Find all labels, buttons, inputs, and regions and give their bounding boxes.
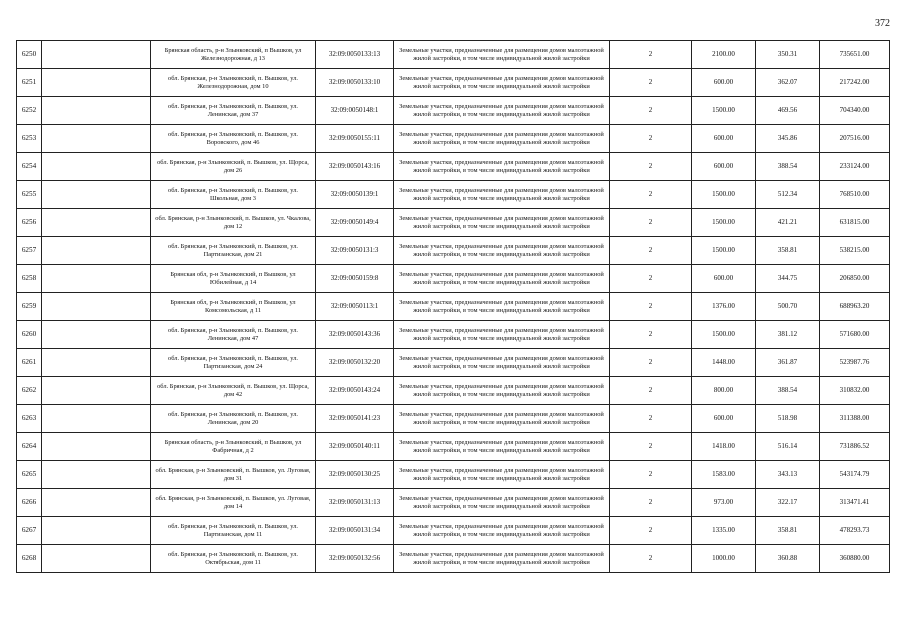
group-cell: 2 bbox=[610, 545, 692, 573]
group-cell: 2 bbox=[610, 461, 692, 489]
area-cell: 1500.00 bbox=[692, 209, 756, 237]
group-cell: 2 bbox=[610, 153, 692, 181]
blank-cell bbox=[42, 265, 151, 293]
address-cell: обл. Брянская, р-н Злынковский, п. Вышков, ул. Ленинская, дом 20 bbox=[151, 405, 316, 433]
group-cell: 2 bbox=[610, 405, 692, 433]
area-cell: 973.00 bbox=[692, 489, 756, 517]
row-id-cell: 6263 bbox=[17, 405, 42, 433]
rate-cell: 344.75 bbox=[756, 265, 820, 293]
cadastral-number-cell: 32:09:0050139:1 bbox=[316, 181, 394, 209]
land-use-cell: Земельные участки, предназначенные для размещения домов малоэтажной жилой застройки, в том числе индивидуальной жилой застройки bbox=[394, 97, 610, 125]
rate-cell: 381.12 bbox=[756, 321, 820, 349]
cadastral-number-cell: 32:09:0050132:20 bbox=[316, 349, 394, 377]
cadastral-value-cell: 735651.00 bbox=[820, 41, 890, 69]
row-id-cell: 6262 bbox=[17, 377, 42, 405]
blank-cell bbox=[42, 97, 151, 125]
address-cell: обл. Брянская, р-н Злынковский, п. Вышков, ул. Железнодорожная, дом 10 bbox=[151, 69, 316, 97]
land-use-cell: Земельные участки, предназначенные для размещения домов малоэтажной жилой застройки, в том числе индивидуальной жилой застройки bbox=[394, 517, 610, 545]
row-id-cell: 6260 bbox=[17, 321, 42, 349]
page-number: 372 bbox=[875, 18, 890, 29]
table-row bbox=[17, 377, 890, 405]
table-row bbox=[17, 209, 890, 237]
land-use-cell: Земельные участки, предназначенные для размещения домов малоэтажной жилой застройки, в том числе индивидуальной жилой застройки bbox=[394, 405, 610, 433]
cadastral-value-cell: 310832.00 bbox=[820, 377, 890, 405]
table-row bbox=[17, 461, 890, 489]
land-use-cell: Земельные участки, предназначенные для размещения домов малоэтажной жилой застройки, в том числе индивидуальной жилой застройки bbox=[394, 237, 610, 265]
cadastral-value-cell: 360880.00 bbox=[820, 545, 890, 573]
rate-cell: 322.17 bbox=[756, 489, 820, 517]
group-cell: 2 bbox=[610, 181, 692, 209]
area-cell: 1376.00 bbox=[692, 293, 756, 321]
group-cell: 2 bbox=[610, 265, 692, 293]
land-use-cell: Земельные участки, предназначенные для размещения домов малоэтажной жилой застройки, в том числе индивидуальной жилой застройки bbox=[394, 461, 610, 489]
rate-cell: 361.87 bbox=[756, 349, 820, 377]
cadastral-value-cell: 206850.00 bbox=[820, 265, 890, 293]
cadastral-value-cell: 543174.79 bbox=[820, 461, 890, 489]
cadastral-value-cell: 217242.00 bbox=[820, 69, 890, 97]
area-cell: 600.00 bbox=[692, 125, 756, 153]
address-cell: обл. Брянская, р-н Злынковский, п. Вышков, ул. Школьная, дом 3 bbox=[151, 181, 316, 209]
cadastral-number-cell: 32:09:0050159:8 bbox=[316, 265, 394, 293]
rate-cell: 516.14 bbox=[756, 433, 820, 461]
cadastral-number-cell: 32:09:0050133:10 bbox=[316, 69, 394, 97]
address-cell: обл. Брянская, р-н Злынковский, п. Вышков, ул. Партизанская, дом 24 bbox=[151, 349, 316, 377]
rate-cell: 500.70 bbox=[756, 293, 820, 321]
table-row bbox=[17, 153, 890, 181]
table-row bbox=[17, 517, 890, 545]
rate-cell: 388.54 bbox=[756, 153, 820, 181]
table-row bbox=[17, 237, 890, 265]
address-cell: Брянская обл, р-н Злынковский, п Вышков, ул Комсомольская, д 11 bbox=[151, 293, 316, 321]
rate-cell: 350.31 bbox=[756, 41, 820, 69]
table-row bbox=[17, 489, 890, 517]
cadastral-value-cell: 207516.00 bbox=[820, 125, 890, 153]
address-cell: обл. Брянская, р-н Злынковский, п. Вышков, ул. Щорса, дом 42 bbox=[151, 377, 316, 405]
row-id-cell: 6253 bbox=[17, 125, 42, 153]
group-cell: 2 bbox=[610, 125, 692, 153]
table-row bbox=[17, 405, 890, 433]
cadastral-number-cell: 32:09:0050149:4 bbox=[316, 209, 394, 237]
land-plots-table bbox=[16, 40, 890, 573]
blank-cell bbox=[42, 181, 151, 209]
rate-cell: 421.21 bbox=[756, 209, 820, 237]
area-cell: 600.00 bbox=[692, 405, 756, 433]
cadastral-value-cell: 523987.76 bbox=[820, 349, 890, 377]
blank-cell bbox=[42, 517, 151, 545]
table-row bbox=[17, 181, 890, 209]
group-cell: 2 bbox=[610, 97, 692, 125]
area-cell: 600.00 bbox=[692, 265, 756, 293]
address-cell: Брянская обл, р-н Злынковский, п Вышков, ул Юбилейная, д 14 bbox=[151, 265, 316, 293]
rate-cell: 518.98 bbox=[756, 405, 820, 433]
blank-cell bbox=[42, 321, 151, 349]
address-cell: обл. Брянская, р-н Злынковский, п. Вышков, ул. Октябрьская, дом 11 bbox=[151, 545, 316, 573]
row-id-cell: 6255 bbox=[17, 181, 42, 209]
group-cell: 2 bbox=[610, 489, 692, 517]
cadastral-value-cell: 313471.41 bbox=[820, 489, 890, 517]
row-id-cell: 6266 bbox=[17, 489, 42, 517]
rate-cell: 362.07 bbox=[756, 69, 820, 97]
blank-cell bbox=[42, 545, 151, 573]
address-cell: обл. Брянская, р-н Злынковский, п. Вышков, ул. Ленинская, дом 47 bbox=[151, 321, 316, 349]
table-row bbox=[17, 41, 890, 69]
cadastral-number-cell: 32:09:0050133:13 bbox=[316, 41, 394, 69]
area-cell: 1583.00 bbox=[692, 461, 756, 489]
address-cell: обл. Брянская, р-н Злынковский, п. Вышков, ул. Партизанская, дом 11 bbox=[151, 517, 316, 545]
group-cell: 2 bbox=[610, 321, 692, 349]
cadastral-value-cell: 688963.20 bbox=[820, 293, 890, 321]
row-id-cell: 6264 bbox=[17, 433, 42, 461]
blank-cell bbox=[42, 41, 151, 69]
table-row bbox=[17, 265, 890, 293]
land-use-cell: Земельные участки, предназначенные для размещения домов малоэтажной жилой застройки, в том числе индивидуальной жилой застройки bbox=[394, 41, 610, 69]
land-use-cell: Земельные участки, предназначенные для размещения домов малоэтажной жилой застройки, в том числе индивидуальной жилой застройки bbox=[394, 69, 610, 97]
cadastral-value-cell: 233124.00 bbox=[820, 153, 890, 181]
rate-cell: 358.81 bbox=[756, 517, 820, 545]
area-cell: 1335.00 bbox=[692, 517, 756, 545]
group-cell: 2 bbox=[610, 517, 692, 545]
address-cell: обл. Брянская, р-н Злынковский, п. Вышков, ул. Щорса, дом 26 bbox=[151, 153, 316, 181]
blank-cell bbox=[42, 293, 151, 321]
land-use-cell: Земельные участки, предназначенные для размещения домов малоэтажной жилой застройки, в том числе индивидуальной жилой застройки bbox=[394, 545, 610, 573]
area-cell: 1500.00 bbox=[692, 321, 756, 349]
blank-cell bbox=[42, 349, 151, 377]
row-id-cell: 6259 bbox=[17, 293, 42, 321]
row-id-cell: 6267 bbox=[17, 517, 42, 545]
address-cell: обл. Брянская, р-н Злынковский, п. Вышков, ул. Чкалова, дом 12 bbox=[151, 209, 316, 237]
table-row bbox=[17, 545, 890, 573]
rate-cell: 469.56 bbox=[756, 97, 820, 125]
rate-cell: 358.81 bbox=[756, 237, 820, 265]
blank-cell bbox=[42, 433, 151, 461]
group-cell: 2 bbox=[610, 349, 692, 377]
row-id-cell: 6254 bbox=[17, 153, 42, 181]
blank-cell bbox=[42, 125, 151, 153]
land-use-cell: Земельные участки, предназначенные для размещения домов малоэтажной жилой застройки, в том числе индивидуальной жилой застройки bbox=[394, 209, 610, 237]
cadastral-number-cell: 32:09:0050141:23 bbox=[316, 405, 394, 433]
cadastral-value-cell: 768510.00 bbox=[820, 181, 890, 209]
group-cell: 2 bbox=[610, 41, 692, 69]
land-use-cell: Земельные участки, предназначенные для размещения домов малоэтажной жилой застройки, в том числе индивидуальной жилой застройки bbox=[394, 489, 610, 517]
rate-cell: 388.54 bbox=[756, 377, 820, 405]
group-cell: 2 bbox=[610, 237, 692, 265]
land-use-cell: Земельные участки, предназначенные для размещения домов малоэтажной жилой застройки, в том числе индивидуальной жилой застройки bbox=[394, 293, 610, 321]
land-use-cell: Земельные участки, предназначенные для размещения домов малоэтажной жилой застройки, в том числе индивидуальной жилой застройки bbox=[394, 433, 610, 461]
row-id-cell: 6258 bbox=[17, 265, 42, 293]
table-row bbox=[17, 97, 890, 125]
land-use-cell: Земельные участки, предназначенные для размещения домов малоэтажной жилой застройки, в том числе индивидуальной жилой застройки bbox=[394, 377, 610, 405]
land-use-cell: Земельные участки, предназначенные для размещения домов малоэтажной жилой застройки, в том числе индивидуальной жилой застройки bbox=[394, 125, 610, 153]
cadastral-value-cell: 704340.00 bbox=[820, 97, 890, 125]
cadastral-number-cell: 32:09:0050148:1 bbox=[316, 97, 394, 125]
row-id-cell: 6251 bbox=[17, 69, 42, 97]
row-id-cell: 6268 bbox=[17, 545, 42, 573]
blank-cell bbox=[42, 209, 151, 237]
area-cell: 1448.00 bbox=[692, 349, 756, 377]
group-cell: 2 bbox=[610, 433, 692, 461]
area-cell: 1000.00 bbox=[692, 545, 756, 573]
cadastral-number-cell: 32:09:0050132:56 bbox=[316, 545, 394, 573]
blank-cell bbox=[42, 69, 151, 97]
address-cell: обл. Брянская, р-н Злынковский, п. Вышков, ул. Партизанская, дом 21 bbox=[151, 237, 316, 265]
cadastral-number-cell: 32:09:0050130:25 bbox=[316, 461, 394, 489]
cadastral-value-cell: 478293.73 bbox=[820, 517, 890, 545]
row-id-cell: 6261 bbox=[17, 349, 42, 377]
area-cell: 600.00 bbox=[692, 153, 756, 181]
group-cell: 2 bbox=[610, 209, 692, 237]
address-cell: обл. Брянская, р-н Злынковский, п. Вышков, ул. Луговая, дом 14 bbox=[151, 489, 316, 517]
table-row bbox=[17, 69, 890, 97]
area-cell: 2100.00 bbox=[692, 41, 756, 69]
group-cell: 2 bbox=[610, 377, 692, 405]
blank-cell bbox=[42, 153, 151, 181]
blank-cell bbox=[42, 461, 151, 489]
address-cell: Брянская область, р-н Злынковский, п Вышков, ул Фабричная, д 2 bbox=[151, 433, 316, 461]
area-cell: 800.00 bbox=[692, 377, 756, 405]
cadastral-value-cell: 631815.00 bbox=[820, 209, 890, 237]
cadastral-number-cell: 32:09:0050143:16 bbox=[316, 153, 394, 181]
table-row bbox=[17, 125, 890, 153]
cadastral-value-cell: 731886.52 bbox=[820, 433, 890, 461]
address-cell: Брянская область, р-н Злынковский, п Вышков, ул Железнодорожная, д 13 bbox=[151, 41, 316, 69]
table-row bbox=[17, 349, 890, 377]
row-id-cell: 6265 bbox=[17, 461, 42, 489]
rate-cell: 343.13 bbox=[756, 461, 820, 489]
blank-cell bbox=[42, 405, 151, 433]
rate-cell: 345.86 bbox=[756, 125, 820, 153]
area-cell: 1500.00 bbox=[692, 97, 756, 125]
row-id-cell: 6257 bbox=[17, 237, 42, 265]
address-cell: обл. Брянская, р-н Злынковский, п. Вышков, ул. Воровского, дом 46 bbox=[151, 125, 316, 153]
row-id-cell: 6252 bbox=[17, 97, 42, 125]
area-cell: 1500.00 bbox=[692, 181, 756, 209]
land-use-cell: Земельные участки, предназначенные для размещения домов малоэтажной жилой застройки, в том числе индивидуальной жилой застройки bbox=[394, 349, 610, 377]
table-row bbox=[17, 433, 890, 461]
land-use-cell: Земельные участки, предназначенные для размещения домов малоэтажной жилой застройки, в том числе индивидуальной жилой застройки bbox=[394, 321, 610, 349]
cadastral-number-cell: 32:09:0050155:11 bbox=[316, 125, 394, 153]
cadastral-value-cell: 571680.00 bbox=[820, 321, 890, 349]
area-cell: 600.00 bbox=[692, 69, 756, 97]
group-cell: 2 bbox=[610, 293, 692, 321]
blank-cell bbox=[42, 237, 151, 265]
cadastral-number-cell: 32:09:0050131:3 bbox=[316, 237, 394, 265]
address-cell: обл. Брянская, р-н Злынковский, п. Вышков, ул. Луговая, дом 31 bbox=[151, 461, 316, 489]
table-row bbox=[17, 321, 890, 349]
blank-cell bbox=[42, 377, 151, 405]
cadastral-number-cell: 32:09:0050113:1 bbox=[316, 293, 394, 321]
cadastral-number-cell: 32:09:0050143:24 bbox=[316, 377, 394, 405]
blank-cell bbox=[42, 489, 151, 517]
row-id-cell: 6256 bbox=[17, 209, 42, 237]
rate-cell: 512.34 bbox=[756, 181, 820, 209]
land-use-cell: Земельные участки, предназначенные для размещения домов малоэтажной жилой застройки, в том числе индивидуальной жилой застройки bbox=[394, 153, 610, 181]
row-id-cell: 6250 bbox=[17, 41, 42, 69]
land-use-cell: Земельные участки, предназначенные для размещения домов малоэтажной жилой застройки, в том числе индивидуальной жилой застройки bbox=[394, 265, 610, 293]
area-cell: 1500.00 bbox=[692, 237, 756, 265]
group-cell: 2 bbox=[610, 69, 692, 97]
table-row bbox=[17, 293, 890, 321]
rate-cell: 360.88 bbox=[756, 545, 820, 573]
address-cell: обл. Брянская, р-н Злынковский, п. Вышков, ул. Ленинская, дом 37 bbox=[151, 97, 316, 125]
cadastral-value-cell: 538215.00 bbox=[820, 237, 890, 265]
land-use-cell: Земельные участки, предназначенные для размещения домов малоэтажной жилой застройки, в том числе индивидуальной жилой застройки bbox=[394, 181, 610, 209]
cadastral-number-cell: 32:09:0050140:11 bbox=[316, 433, 394, 461]
cadastral-number-cell: 32:09:0050143:36 bbox=[316, 321, 394, 349]
cadastral-value-cell: 311388.00 bbox=[820, 405, 890, 433]
cadastral-number-cell: 32:09:0050131:34 bbox=[316, 517, 394, 545]
cadastral-number-cell: 32:09:0050131:13 bbox=[316, 489, 394, 517]
area-cell: 1418.00 bbox=[692, 433, 756, 461]
